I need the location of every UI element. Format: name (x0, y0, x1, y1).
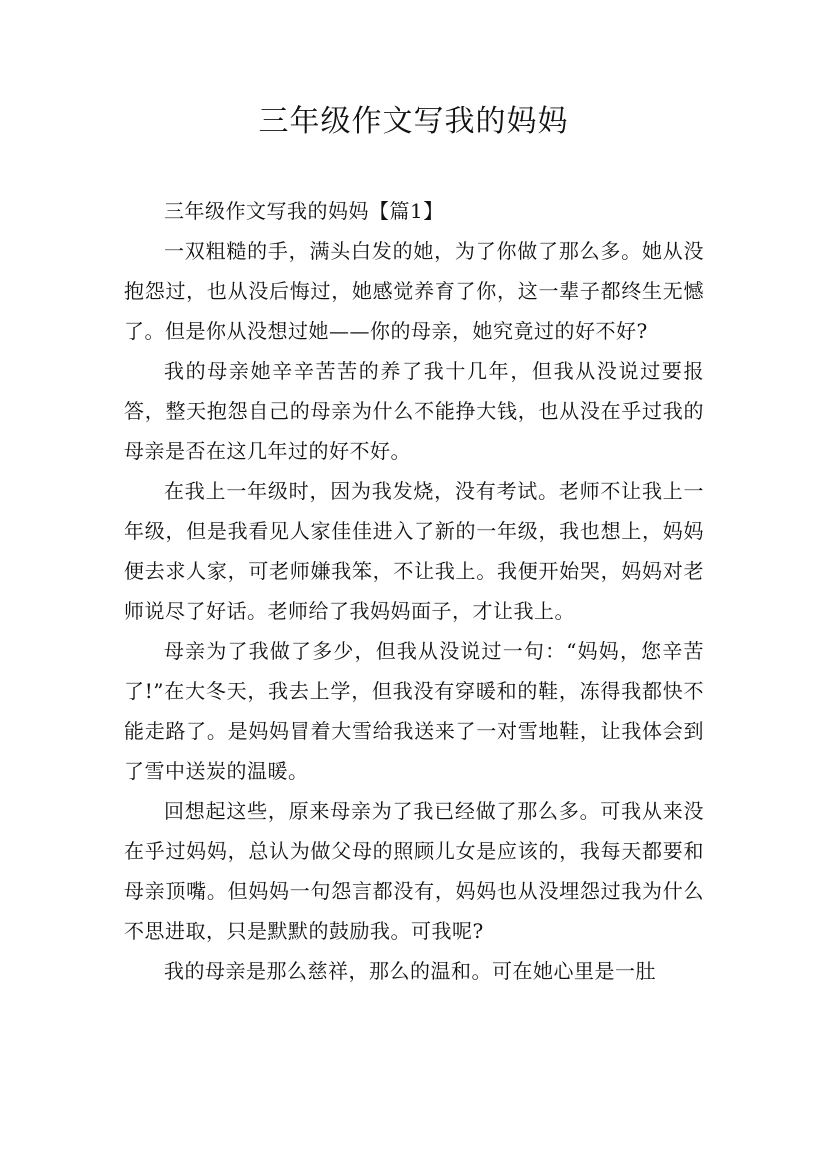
paragraph: 我的母亲她辛辛苦苦的养了我十几年，但我从没说过要报答，整天抱怨自己的母亲为什么不能挣大钱，也从没在乎过我的母亲是否在这几年过的好不好。 (124, 359, 704, 463)
section-heading: 三年级作文写我的妈妈【篇1】 (164, 199, 444, 223)
document-title: 三年级作文写我的妈妈 (258, 104, 569, 139)
paragraph: 在我上一年级时，因为我发烧，没有考试。老师不让我上一年级，但是我看见人家佳佳进入了新的一年级，我也想上，妈妈便去求人家，可老师嫌我笨，不让我上。我便开始哭，妈妈对老师说尽了好话。老师给了我妈妈面子，才让我上。 (124, 479, 704, 623)
paragraph: 回想起这些，原来母亲为了我已经做了那么多。可我从来没在乎过妈妈，总认为做父母的照顾儿女是应该的，我每天都要和母亲顶嘴。但妈妈一句怨言都没有，妈妈也从没埋怨过我为什么不思进取，只是默默的鼓励我。可我呢? (124, 799, 704, 943)
paragraph: 母亲为了我做了多少，但我从没说过一句：“妈妈，您辛苦了!”在大冬天，我去上学，但我没有穿暖和的鞋，冻得我都快不能走路了。是妈妈冒着大雪给我送来了一对雪地鞋，让我体会到了雪中送炭的温暖。 (124, 639, 704, 783)
paragraph: 一双粗糙的手，满头白发的她，为了你做了那么多。她从没抱怨过，也从没后悔过，她感觉养育了你，这一辈子都终生无憾了。但是你从没想过她——你的母亲，她究竟过的好不好? (124, 239, 704, 343)
paragraph: 我的母亲是那么慈祥，那么的温和。可在她心里是一肚 (164, 959, 656, 983)
document-body (124, 191, 704, 991)
